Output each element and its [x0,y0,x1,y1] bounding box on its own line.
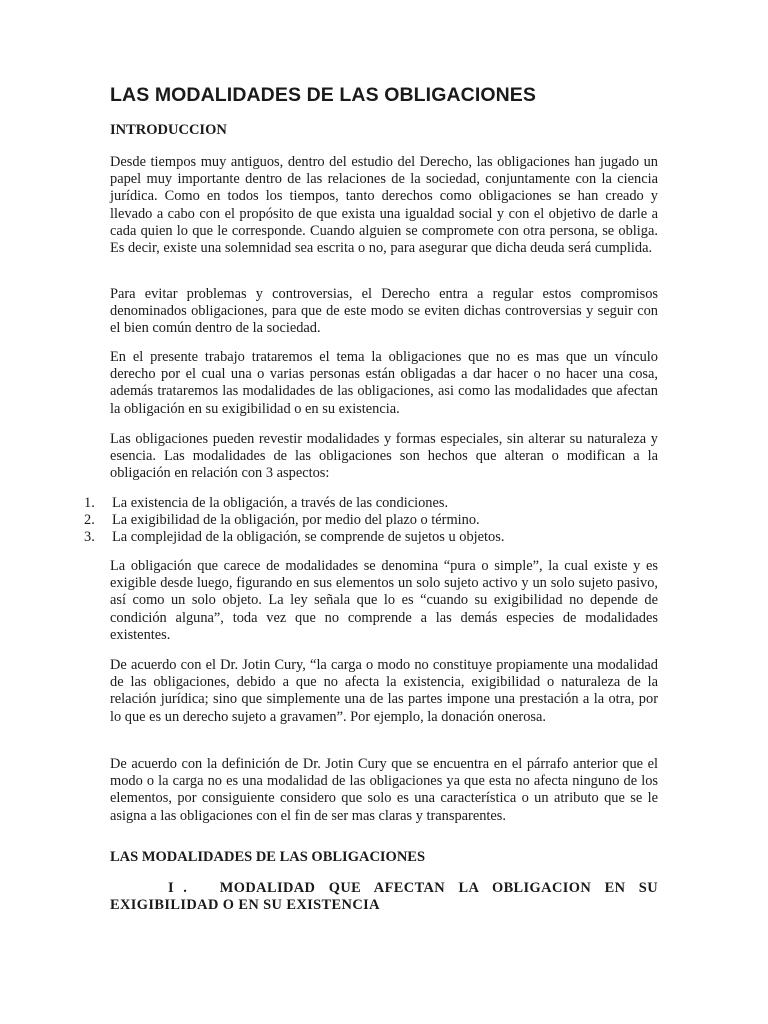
list-item [84,529,664,546]
paragraph: De acuerdo con la definición de Dr. Jotin Cury que se encuentra en el párrafo anterior que el modo o la carga no es una modalidad de las obligaciones ya que esta no afecta ninguno de los elementos, por consiguiente considero que solo es una característica o un atributo que se le asigna a las obligaciones con el fin de ser mas claras y transparentes. [110,756,658,824]
section-title: MODALIDAD QUE AFECTAN LA OBLIGACION EN SU EXIGIBILIDAD O EN SU EXISTENCIA [110,880,658,914]
list-item [84,512,664,529]
paragraph: Para evitar problemas y controversias, el Derecho entra a regular estos compromisos denominados obligaciones, para que de este modo se eviten dichas controversias y seguir con el bien común dentro de la sociedad. [110,286,658,337]
list-text: La existencia de la obligación, a través de las condiciones. [112,495,449,511]
list-number: 3. [84,529,95,546]
list-number: 1. [84,495,95,511]
list-item [84,495,664,512]
section-heading [110,880,658,915]
paragraph: Desde tiempos muy antiguos, dentro del estudio del Derecho, las obligaciones han jugado un papel muy importante dentro de las relaciones de la sociedad, conjuntamente con la ciencia jurídica. Como en todos los tiempos, tanto derechos como obligaciones se han creado y llevado a cabo con el propósito de que exista una igualdad social y con el objetivo de darle a cada quien lo que le corresponde. Cuando alguien se compromete con otra persona, se obliga. Es decir, existe una solemnidad sea escrita o no, para asegurar que dicha deuda será cumplida. [110,154,658,257]
paragraph: En el presente trabajo trataremos el tema la obligaciones que no es mas que un vínculo derecho por el cual una o varias personas están obligadas a dar hacer o no hacer una cosa, además trataremos las modalidades de las obligaciones, asi como las modalidades que afectan la obligación en su exigibilidad o en su existencia. [110,349,658,417]
paragraph: La obligación que carece de modalidades se denomina “pura o simple”, la cual existe y es exigible desde luego, figurando en sus elementos un solo sujeto activo y un solo sujeto pasivo, así como un solo objeto. La ley señala que lo es “cuando su exigibilidad no depende de condición alguna”, toda vez que no comprende a las demás especies de modalidades existentes. [110,558,658,643]
paragraph: De acuerdo con el Dr. Jotin Cury, “la carga o modo no constituye propiamente una modalidad de las obligaciones, debido a que no afecta la existencia, exigibilidad o naturaleza de la relación jurídica; sino que simplemente una de las partes impone una prestación a la otra, por lo que es un derecho sujeto a gravamen”. Por ejemplo, la donación onerosa. [110,657,658,725]
list-text: La complejidad de la obligación, se comprende de sujetos u objetos. [112,529,505,546]
paragraph: Las obligaciones pueden revestir modalidades y formas especiales, sin alterar su naturaleza y esencia. Las modalidades de las obligaciones son hechos que alteran o modifican a la obligación en relación con 3 aspectos: [110,431,658,482]
list-number: 2. [84,512,95,529]
aspects-list [84,495,664,547]
modalidades-heading: LAS MODALIDADES DE LAS OBLIGACIONES [110,849,426,865]
section-number: I . [168,880,190,896]
document-title: LAS MODALIDADES DE LAS OBLIGACIONES [110,84,537,106]
list-text: La exigibilidad de la obligación, por medio del plazo o término. [112,512,480,529]
intro-heading: INTRODUCCION [110,122,227,138]
